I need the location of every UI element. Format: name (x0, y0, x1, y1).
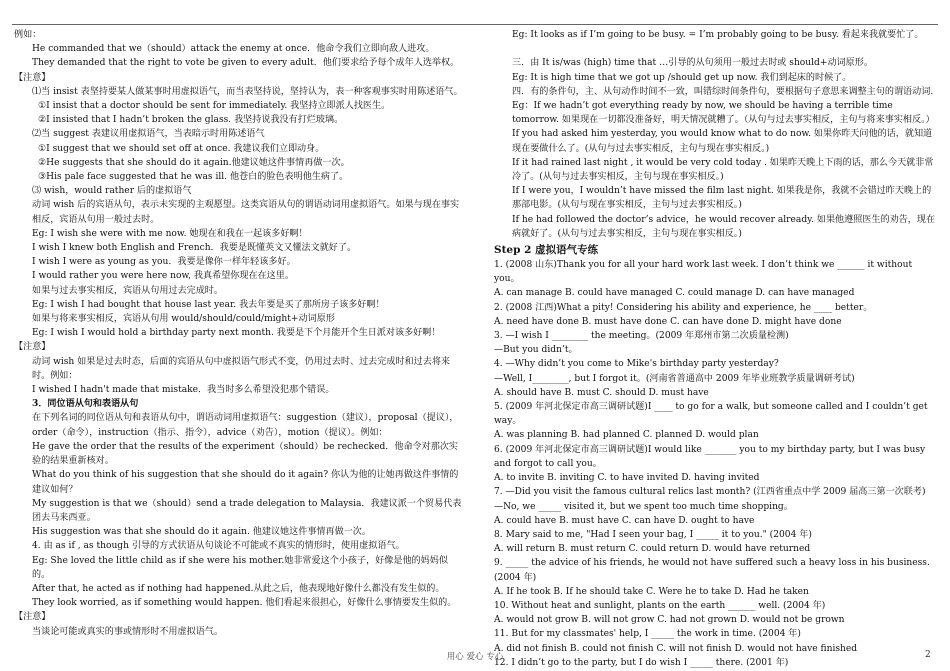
left-paragraph: Eg: I wish I had bought that house last year. 我去年要是买了那所房子该多好啊！ (32, 299, 385, 310)
left-paragraph: They look worried, as if something would happen. 他们看起来很担心，好像什么事情要发生似的。 (32, 598, 457, 609)
left-paragraph: Eg: I wish she were with me now. 她现在和我在一起该多好啊！ (32, 228, 308, 239)
left-paragraph: 当谈论可能或真实的事或情形时不用虚拟语气。 (32, 626, 223, 637)
right-paragraph: A. will return B. must return C. could return D. would have returned (494, 544, 811, 555)
right-paragraph: 4. —Why didn’t you come to Mike's birthday party yesterday? (494, 359, 779, 370)
right-paragraph: Eg：If we hadn’t got everything ready by now, we should be having a terrible time tomorrow. 如果现在一切都没准备好，明天情况就糟了。（从句与过去事实相反，主句与将来事实相反。） (512, 101, 935, 126)
left-paragraph: Eg: I wish I would hold a birthday party next month. 我要是下个月能开个生日派对该多好啊！ (32, 328, 441, 339)
left-paragraph: I would rather you were here now, 我真希望你现在在这里。 (32, 271, 294, 282)
left-paragraph: 3．同位语从句和表语从句 (32, 398, 139, 410)
left-paragraph: After that, he acted as if nothing had happened.从此之后，他表现地好像什么都没有发生似的。 (32, 583, 445, 594)
left-paragraph: I wish I were as young as you．我要是像你一样年轻该多好。 (32, 257, 296, 268)
left-paragraph: 如果与过去事实相反，宾语从句用过去完成时。 (32, 285, 223, 296)
left-paragraph: ①I insist that a doctor should be sent for immediately. 我坚持立即派人找医生。 (38, 101, 391, 112)
right-paragraph: If he had followed the doctor’s advice，he would recover already. 如果他遵照医生的劝告，现在病就好了。(从句与过去事实相反，主句与现在事实相反。) (512, 214, 936, 239)
right-paragraph: A. If he took B. If he should take C. Were he to take D. Had he taken (494, 586, 809, 597)
left-paragraph: 在下列名词的同位语从句和表语从句中，谓语动词用虚拟语气：suggestion（建议），proposal（提议），order（命令），instruction（指示、指令），advice（劝告），motion（提议）。例如： (32, 413, 459, 438)
page-footer: 用心 爱心 专心 (446, 652, 504, 662)
right-paragraph: A. was planning B. had planned C. planned D. would plan (494, 430, 759, 441)
right-paragraph: 3. —I wish I ________ the meeting。(2009 年郑州市第二次质量检测) (494, 331, 789, 342)
left-paragraph: ①I suggest that we should set off at once. 我建议我们立即动身。 (38, 143, 325, 154)
left-paragraph: His suggestion was that she should do it again. 他建议她这件事情再做一次。 (32, 527, 371, 538)
right-paragraph: 11. But for my classmates' help, I _____ the work in time. (2004 年) (494, 629, 801, 640)
right-paragraph: —But you didn’t。 (494, 345, 578, 356)
left-paragraph: 【注意】 (14, 612, 51, 623)
left-paragraph: ②I insisted that I hadn’t broken the glass. 我坚持说我没有打烂玻璃。 (38, 115, 344, 126)
left-paragraph: 【注意】 (14, 342, 51, 353)
right-paragraph: If I were you，I wouldn’t have missed the film last night. 如果我是你，我就不会错过昨天晚上的那部电影。(从句与现在事实相反，主句与过去事实相反。) (512, 186, 932, 211)
left-paragraph: 如果与将来事实相反，宾语从句用 would/should/could/might+动词原形 (32, 314, 335, 325)
page-number: 2 (925, 650, 931, 660)
left-paragraph: 动词 wish 后的宾语从句，表示未实现的主观愿望。这类宾语从句的谓语动词用虚拟语气。如果与现在事实相反，宾语从句用一般过去时。 (32, 200, 460, 225)
left-paragraph: ⑵当 suggest 表建议用虚拟语气，当表暗示时用陈述语气 (32, 129, 265, 140)
left-paragraph: ③His pale face suggested that he was ill. 他苍白的脸色表明他生病了。 (38, 172, 349, 183)
right-paragraph: Step 2 虚拟语气专练 (494, 244, 599, 257)
right-paragraph: 2. (2008 江西)What a pity! Considering his ability and experience, he ____ better。 (494, 302, 873, 313)
right-paragraph: 5. (2009 年河北保定市高三调研试题)I ____ to go for a walk, but someone called and I couldn’t get way。 (494, 402, 928, 427)
right-column (494, 28, 938, 670)
right-paragraph: Eg: It is high time that we got up /should get up now. 我们到起床的时候了。 (512, 72, 852, 83)
right-paragraph: 7. —Did you visit the famous cultural relics last month? (江西省重点中学 2009 届高三第一次联考) (494, 487, 926, 498)
right-paragraph: 12. I didn’t go to the party, but I do wish I _____ there. (2001 年) (494, 657, 789, 668)
right-paragraph: 9. _____ the advice of his friends, he would not have suffered such a heavy loss in his business. (2004 年) (494, 558, 930, 583)
left-paragraph: 例如： (14, 30, 42, 40)
right-paragraph: 8. Mary said to me, "Had I seen your bag, I _____ it to you." (2004 年) (494, 529, 812, 540)
right-paragraph: If you had asked him yesterday, you would know what to do now. 如果你昨天问他的话，就知道现在要做什么了。(从句与过去事实相反，主句与现在事实相反。) (512, 129, 933, 154)
right-paragraph: Eg: It looks as if I’m going to be busy. = I’m probably going to be busy. 看起来我就要忙了。 (512, 30, 924, 40)
right-paragraph: —Well, I________, but I forgot it。(河南省普通高中 2009 年毕业班教学质量调研考试) (494, 373, 855, 384)
right-paragraph: A. could have B. must have C. can have D. ought to have (494, 515, 755, 526)
left-paragraph: He commanded that we（should）attack the enemy at once．他命令我们立即向敌人进攻。 (32, 44, 435, 55)
left-paragraph: He gave the order that the results of the experiment（should）be rechecked．他命令对那次实验的结果重新核对。 (32, 441, 459, 467)
right-paragraph: If it had rained last night , it would be very cold today . 如果昨天晚上下雨的话，那么今天就非常冷了。(从句与过去事实相反，主句与现在事实相反。) (512, 157, 934, 183)
left-paragraph: ⑶ wish，would rather 后的虚拟语气 (32, 186, 192, 197)
right-paragraph: A. did not finish B. could not finish C. will not finish D. would not have finished (494, 643, 858, 654)
right-paragraph (494, 42, 938, 56)
right-paragraph: 三．由 It is/was (high) time that …引导的从句须用一般过去时或 should+动词原形。 (512, 58, 873, 69)
header-rule (12, 24, 938, 25)
left-column (14, 28, 466, 639)
right-paragraph: A. would not grow B. will not grow C. had not grown D. would not be grown (494, 615, 845, 626)
right-paragraph: 6. (2009 年河北保定市高三调研试题)I would like _______ you to my birthday party, but I was busy and forgot to call you。 (494, 444, 926, 469)
left-paragraph: I wish I knew both English and French．我要是既懂英文又懂法文就好了。 (32, 243, 357, 254)
right-paragraph: A. can manage B. could have managed C. could manage D. can have managed (494, 288, 855, 299)
right-paragraph: A. to invite B. inviting C. to have invited D. having invited (494, 473, 760, 484)
left-paragraph: They demanded that the right to vote be given to every adult．他们要求给予每个成年人选举权。 (32, 58, 460, 69)
left-paragraph: ⑴当 insist 表坚持要某人做某事时用虚拟语气，而当表坚持说，坚持认为，表一种客观事实时用陈述语气。 (32, 86, 463, 97)
right-paragraph: 1. (2008 山东)Thank you for all your hard work last week. I don’t think we ______ it without you。 (494, 260, 913, 285)
right-paragraph: 10. Without heat and sunlight, plants on the earth ______ well. (2004 年) (494, 600, 826, 611)
right-paragraph: —No, we _____ visited it, but we spent too much time shopping。 (494, 501, 793, 512)
left-paragraph: Eg: She loved the little child as if she were his mother.她非常爱这个小孩子，好像是他的妈妈似的。 (32, 555, 448, 580)
right-paragraph: A. need have done B. must have done C. can have done D. might have done (494, 316, 842, 327)
left-paragraph: My suggestion is that we（should）send a trade delegation to Malaysia．我建议派一个贸易代表团去马来西亚。 (32, 498, 462, 523)
left-paragraph: 【注意】 (14, 72, 51, 83)
right-paragraph: A. should have B. must C. should D. must have (494, 387, 709, 398)
left-paragraph: 4. 由 as if , as though 引导的方式状语从句谈论不可能或不真实的情形时，使用虚拟语气。 (32, 541, 405, 552)
left-paragraph: What do you think of his suggestion that she should do it again? 你认为他的让她再做这件事情的建议如何？ (32, 470, 459, 495)
left-paragraph: 动词 wish 如果是过去时态，后面的宾语从句中虚拟语气形式不变，仍用过去时、过去完成时和过去将来时。例如： (32, 356, 451, 381)
right-paragraph: 四．有的条件句，主、从句动作时间不一致，叫错综时间条件句，要根据句子意思来调整主句的谓语动词. (512, 86, 934, 97)
left-paragraph: I wished I hadn't made that mistake．我当时多么希望没犯那个错误。 (32, 385, 335, 396)
left-paragraph: ②He suggests that she should do it again.他建议她这件事情再做一次。 (38, 157, 350, 168)
